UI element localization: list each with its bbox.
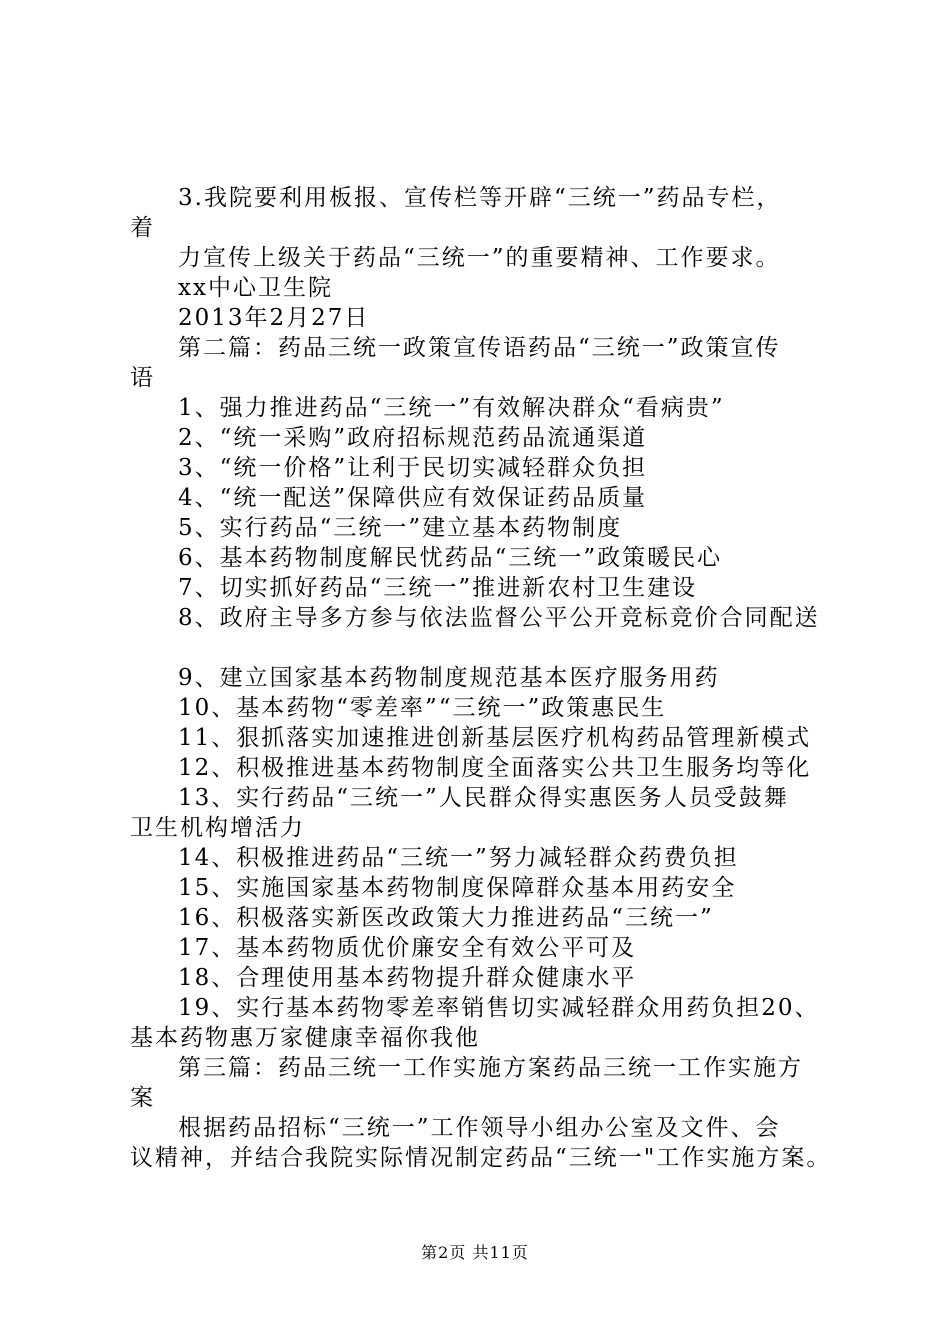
list-item: 4、“统一配送”保障供应有效保证药品质量 [178,485,648,511]
section-heading: 第二篇：药品三统一政策宣传语药品“三统一”政策宣传 [178,335,781,361]
list-item: 8、政府主导多方参与依法监督公平公开竞标竞价合同配送 [178,605,820,631]
paragraph-line: 3.我院要利用板报、宣传栏等开辟“三统一”药品专栏， [178,185,782,211]
list-item: 10、基本药物“零差率”“三统一”政策惠民生 [178,695,667,721]
list-item: 11、狠抓落实加速推进创新基层医疗机构药品管理新模式 [178,725,812,751]
list-item: 3、“统一价格”让利于民切实减轻群众负担 [178,455,648,481]
list-item: 9、建立国家基本药物制度规范基本医疗服务用药 [178,665,720,691]
section-heading-cont: 案 [130,1085,155,1111]
page-number-footer: 第2页 共11页 [421,1243,529,1262]
list-item: 18、合理使用基本药物提升群众健康水平 [178,965,637,991]
organization-name: xx中心卫生院 [178,275,333,301]
section-heading-cont: 语 [130,365,155,391]
paragraph-line: 议精神，并结合我院实际情况制定药品“三统一"工作实施方案。 [130,1145,832,1171]
list-item: 17、基本药物质优价廉安全有效公平可及 [178,935,637,961]
section-heading: 第三篇：药品三统一工作实施方案药品三统一工作实施方 [178,1055,803,1081]
paragraph-line: 根据药品招标“三统一”工作领导小组办公室及文件、会 [178,1115,781,1141]
list-item: 6、基本药物制度解民忧药品“三统一”政策暖民心 [178,545,723,571]
list-item: 7、切实抓好药品“三统一”推进新农村卫生建设 [178,575,698,601]
paragraph-line: 着 [130,215,155,241]
document-date: 2013年2月27日 [178,305,370,331]
list-item: 14、积极推进药品“三统一”努力减轻群众药费负担 [178,845,739,871]
list-item: 16、积极落实新医改政策大力推进药品“三统一” [178,905,714,931]
list-item: 12、积极推进基本药物制度全面落实公共卫生服务均等化 [178,755,812,781]
list-item-cont: 卫生机构增活力 [130,815,305,841]
list-item: 2、“统一采购”政府招标规范药品流通渠道 [178,425,648,451]
list-item: 13、实行药品“三统一”人民群众得实惠医务人员受鼓舞 [178,785,789,811]
list-item: 19、实行基本药物零差率销售切实减轻群众用药负担20、 [178,995,820,1021]
list-item: 5、实行药品“三统一”建立基本药物制度 [178,515,623,541]
list-item: 15、实施国家基本药物制度保障群众基本用药安全 [178,875,737,901]
list-item-cont: 基本药物惠万家健康幸福你我他 [130,1025,480,1051]
list-item: 1、强力推进药品“三统一”有效解决群众“看病贵” [178,395,725,421]
paragraph-line: 力宣传上级关于药品“三统一”的重要精神、工作要求。 [178,245,781,271]
